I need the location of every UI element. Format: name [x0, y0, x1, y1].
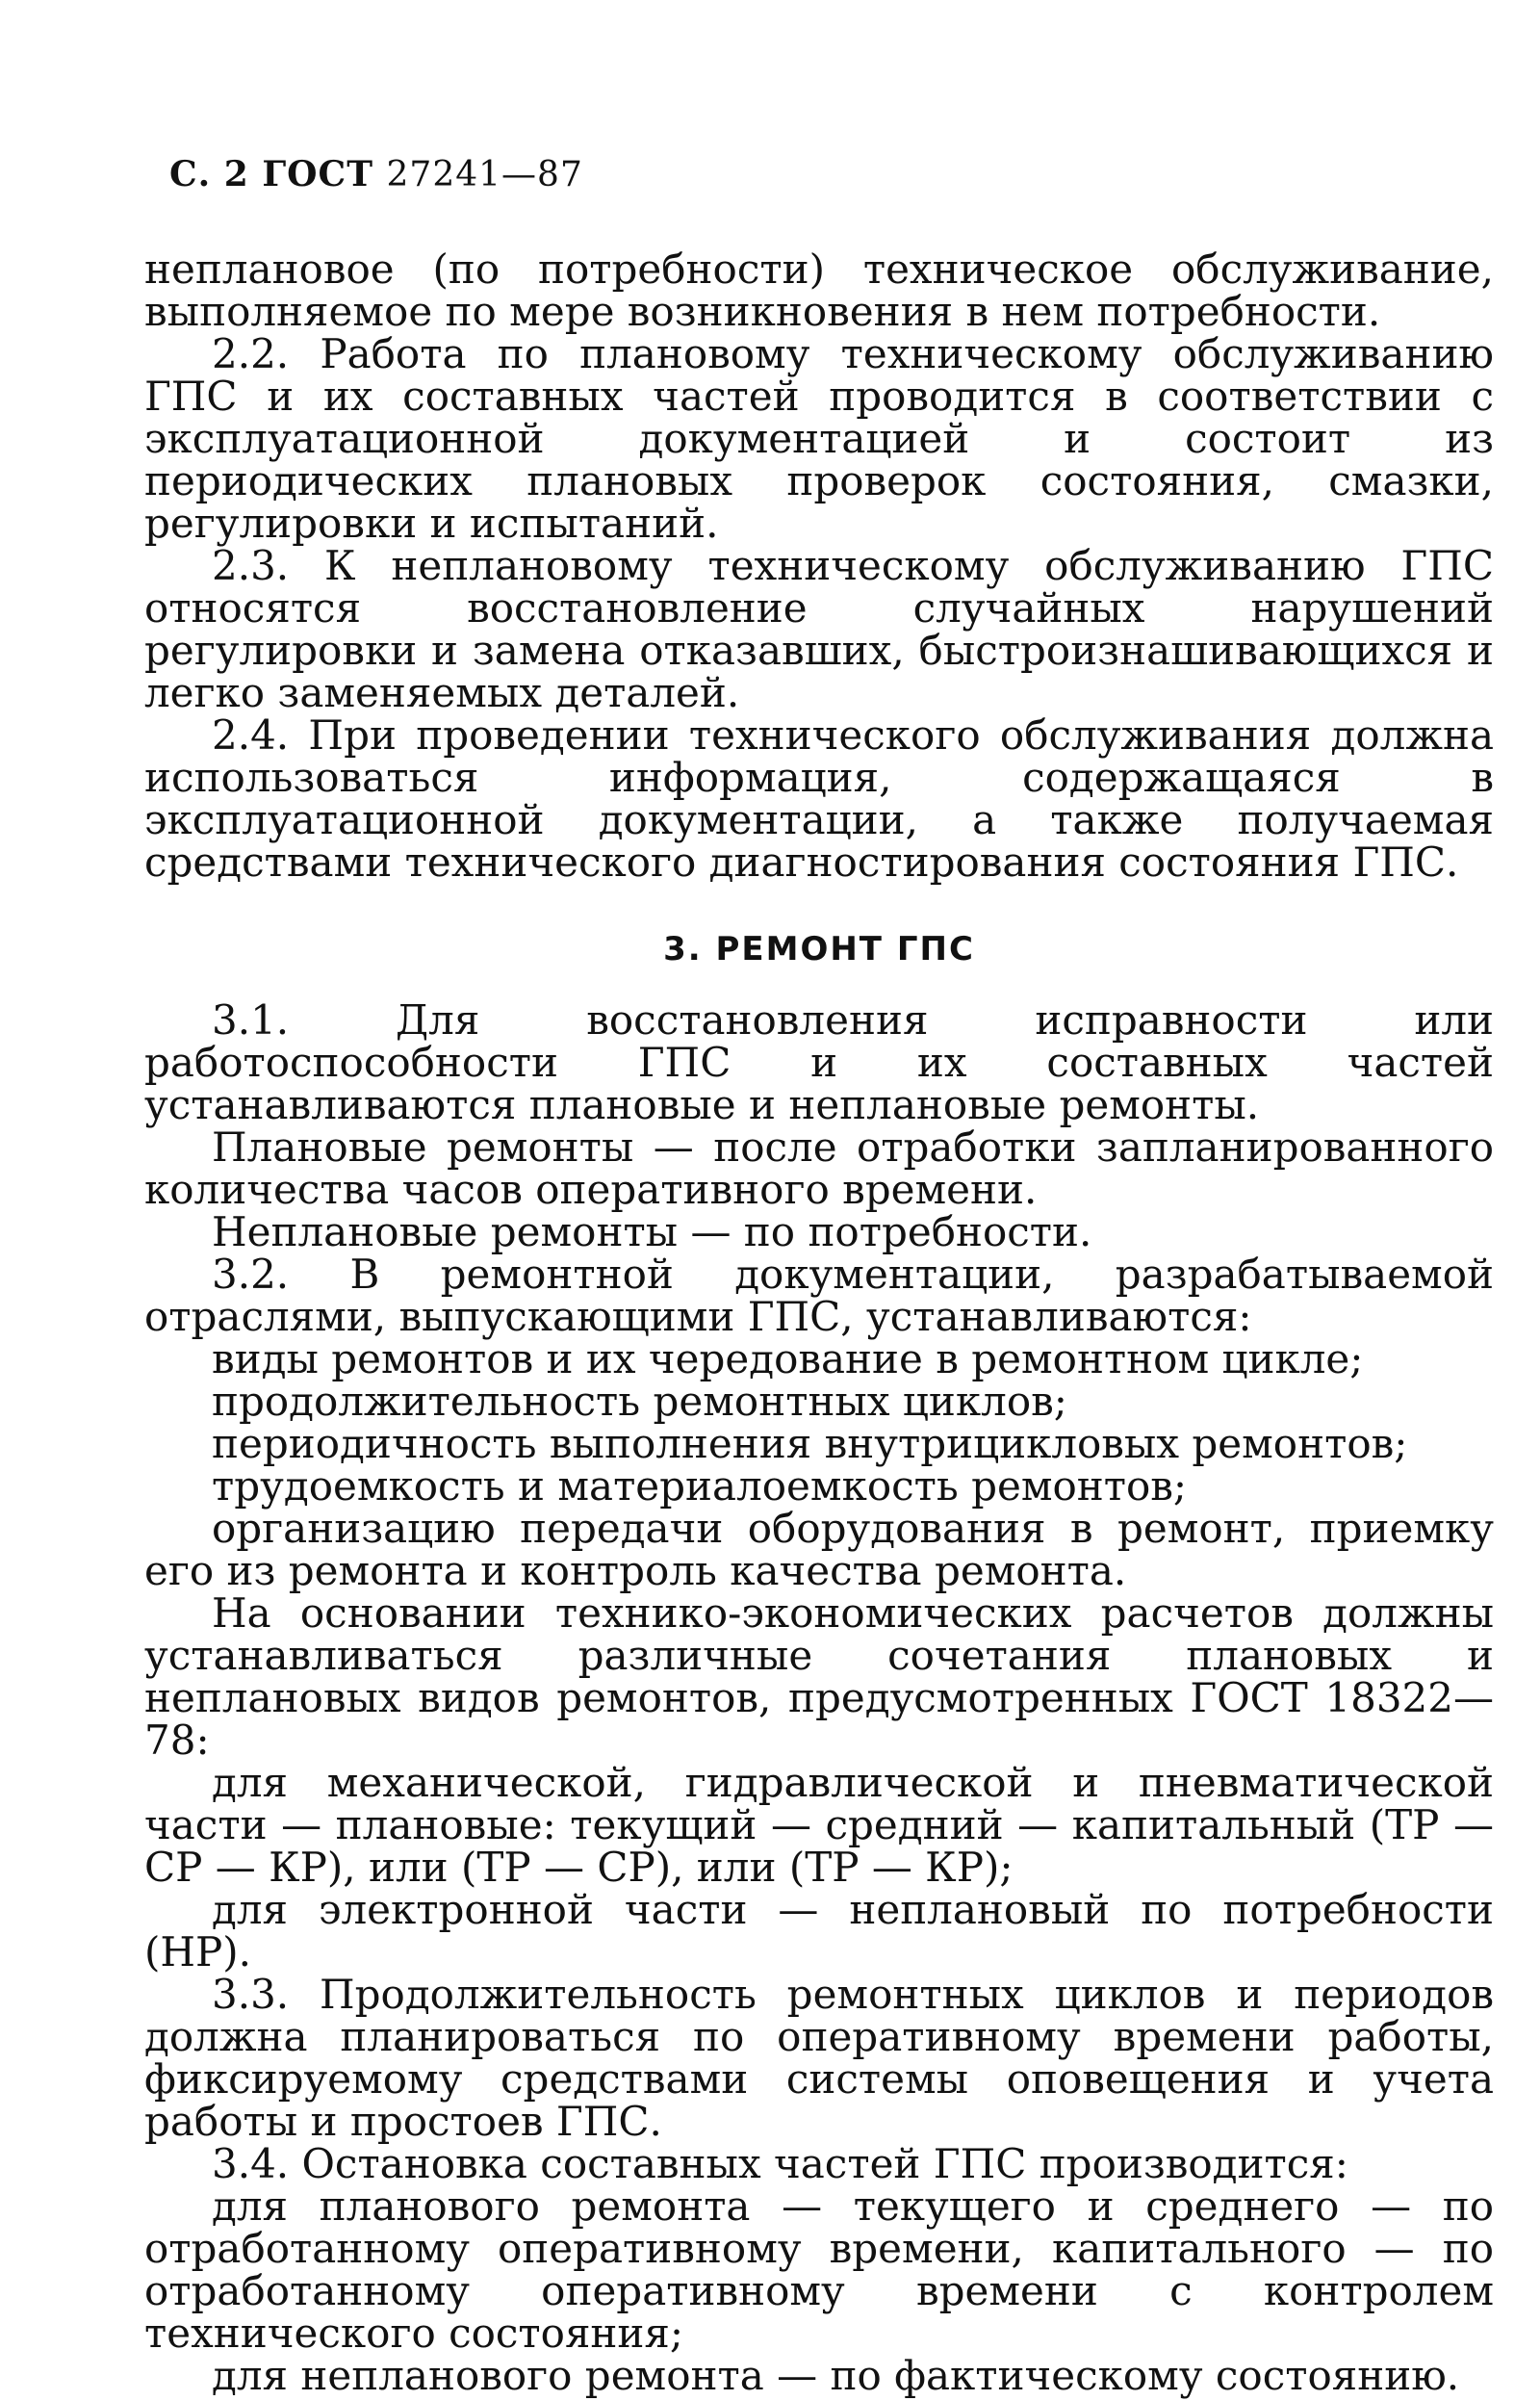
list-item: виды ремонтов и их чередование в ремонтном цикле;: [212, 1335, 1364, 1382]
clause-2-2: 2.2. Работа по плановому техническому обслуживанию ГПС и их составных частей проводится в соответствии с эксплуатационной документацией и состоит из периодических плановых проверок состояния, смазки, регулировки и испытаний.: [144, 330, 1494, 547]
list-item: организацию передачи оборудования в ремонт, приемку его из ремонта и контроль качества ремонта.: [144, 1505, 1494, 1594]
clause-2-3: 2.3. К неплановому техническому обслуживанию ГПС относятся восстановление случайных нарушений регулировки и замена отказавших, быстроизнашивающихся и легко заменяемых деталей.: [144, 542, 1494, 716]
clause-3-2: 3.2. В ремонтной документации, разрабатываемой отраслями, выпускающими ГПС, устанавливаются:: [144, 1251, 1494, 1340]
list-item: для непланового ремонта — по фактическому состоянию.: [212, 2352, 1460, 2399]
standard-code: ГОСТ: [262, 154, 373, 194]
clause-3-4: 3.4. Остановка составных частей ГПС производится:: [212, 2140, 1348, 2187]
list-item: для планового ремонта — текущего и среднего — по отработанному оперативному времени, капитального — по отработанному оперативному времени с контролем технического состояния;: [144, 2182, 1494, 2357]
page-reference: С. 2: [169, 154, 249, 194]
paragraph-continuation: неплановое (по потребности) техническое обслуживание, выполняемое по мере возникновения в нем потребности.: [144, 245, 1494, 335]
paragraph-feasibility: На основании технико-экономических расчетов должны устанавливаться различные сочетания плановых и неплановых видов ремонтов, предусмотренных ГОСТ 18322—78:: [144, 1589, 1494, 1764]
section-title: 3. РЕМОНТ ГПС: [663, 930, 975, 968]
list-item: продолжительность ремонтных циклов;: [212, 1378, 1067, 1425]
clause-2-4: 2.4. При проведении технического обслуживания должна использоваться информация, содержащаяся в эксплуатационной документации, а также получаемая средствами технического диагностирования состояния ГПС.: [144, 711, 1494, 886]
clause-3-1: 3.1. Для восстановления исправности или работоспособности ГПС и их составных частей устанавливаются плановые и неплановые ремонты.: [144, 996, 1494, 1128]
clause-3-3: 3.3. Продолжительность ремонтных циклов и периодов должна планироваться по оперативному времени работы, фиксируемому средствами системы оповещения и учета работы и простоев ГПС.: [144, 1971, 1494, 2145]
paragraph-unplanned-repairs: Неплановые ремонты — по потребности.: [212, 1208, 1092, 1255]
list-item: для электронной части — неплановый по потребности (НР).: [144, 1886, 1494, 1975]
standard-number: 27241—87: [386, 155, 583, 194]
list-item: для механической, гидравлической и пневматической части — плановые: текущий — средний — капитальный (ТР — СР — КР), или (ТР — СР), или (ТР — КР);: [144, 1759, 1494, 1891]
list-item: периодичность выполнения внутрицикловых ремонтов;: [212, 1420, 1408, 1467]
list-item: трудоемкость и материалоемкость ремонтов;: [212, 1462, 1188, 1510]
body-text: [144, 245, 1494, 2399]
paragraph-planned-repairs: Плановые ремонты — после отработки запланированного количества часов оперативного времени.: [144, 1123, 1494, 1213]
running-header: [169, 154, 583, 194]
